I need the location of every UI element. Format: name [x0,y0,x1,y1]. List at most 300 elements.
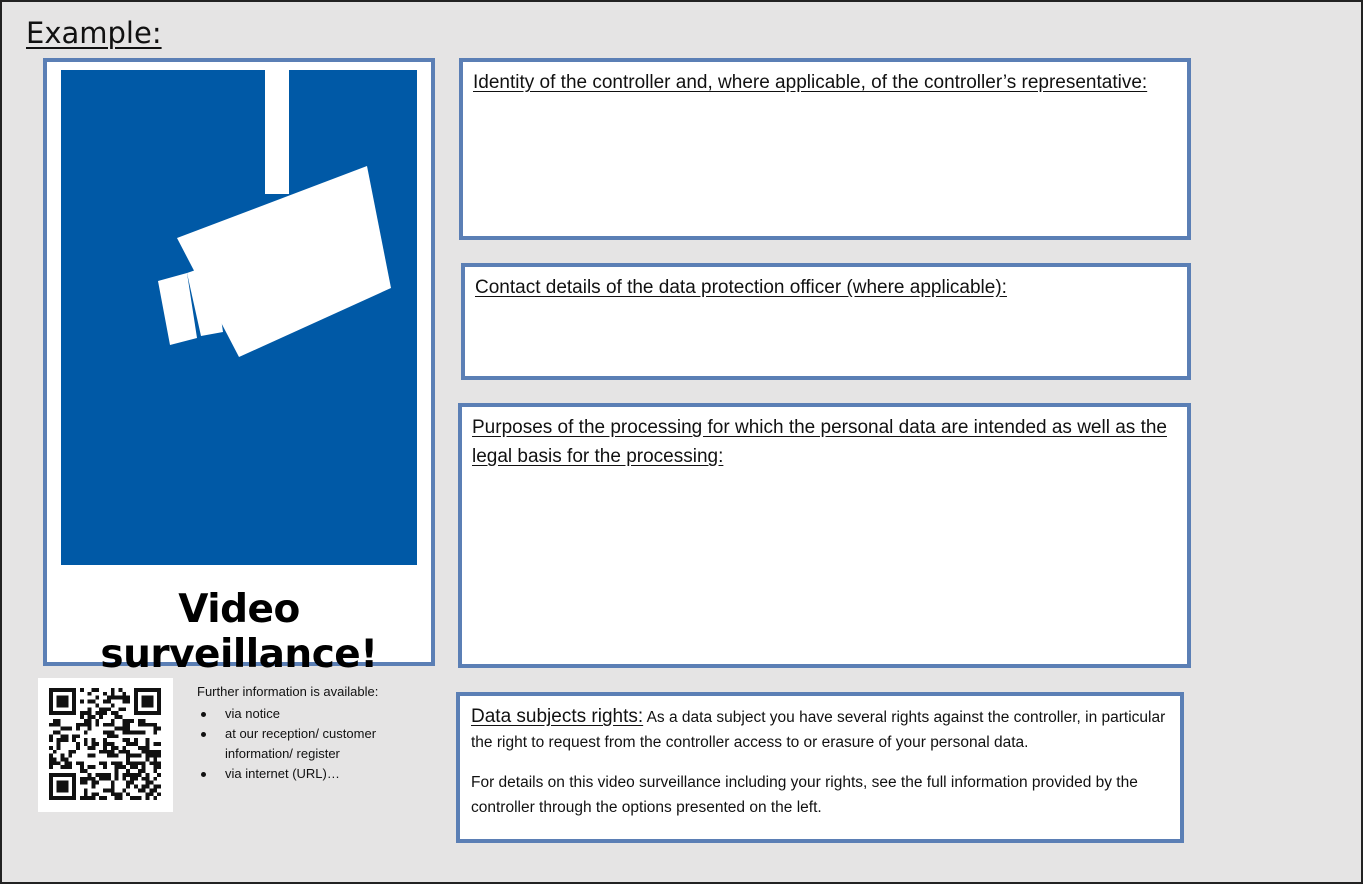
qr-module [91,785,95,789]
qr-module [80,723,84,727]
qr-module [142,777,146,781]
qr-module [91,700,95,704]
qr-module [107,754,111,758]
qr-module [122,707,126,711]
qr-module [111,781,115,785]
qr-module [149,688,153,692]
qr-module [95,703,99,707]
qr-module [122,746,126,750]
qr-module [49,696,53,700]
qr-module [142,761,146,765]
qr-module [111,734,115,738]
qr-module [157,750,161,754]
qr-module [115,792,119,796]
qr-module [130,781,134,785]
qr-module [153,754,157,758]
qr-module [53,761,57,765]
further-info-item-reception: at our reception/ customer information/ register [225,724,437,764]
qr-module [103,777,107,781]
qr-module [91,765,95,769]
qr-module [84,738,88,742]
qr-module [99,707,103,711]
qr-module [84,792,88,796]
qr-module [122,719,126,723]
qr-module [146,773,150,777]
qr-module [111,792,115,796]
qr-module [57,688,61,692]
qr-module [138,773,142,777]
qr-module [134,700,138,704]
qr-module [146,746,150,750]
qr-module [103,700,107,704]
qr-module [61,758,65,762]
rights-heading: Data subjects rights: [471,706,644,727]
qr-module [53,711,57,715]
qr-module [68,773,72,777]
qr-module [146,742,150,746]
dpo-contact-title: Contact details of the data protection officer (where applicable): [475,277,1007,298]
qr-module [130,742,134,746]
qr-module [61,703,65,707]
qr-module [80,700,84,704]
qr-module [138,788,142,792]
qr-module [142,785,146,789]
dpo-contact-field [461,263,1191,380]
qr-module [153,711,157,715]
qr-module [76,742,80,746]
qr-module [53,688,57,692]
qr-module [115,765,119,769]
qr-module [61,765,65,769]
qr-module [95,688,99,692]
qr-module [95,742,99,746]
qr-module [49,761,53,765]
qr-module [146,777,150,781]
qr-module [64,734,68,738]
qr-module [61,796,65,800]
qr-code[interactable] [38,678,173,812]
qr-module [149,750,153,754]
qr-module [153,723,157,727]
processing-purposes-field [458,403,1191,668]
qr-module [68,727,72,731]
qr-module [53,758,57,762]
qr-module [88,692,92,696]
qr-module [146,738,150,742]
qr-module [134,707,138,711]
qr-module [134,711,138,715]
qr-module [126,754,130,758]
qr-module [95,792,99,796]
qr-module [157,700,161,704]
qr-module [84,742,88,746]
qr-module [157,703,161,707]
qr-module [61,688,65,692]
qr-module [84,788,88,792]
qr-module [80,761,84,765]
qr-module [134,703,138,707]
sign-pictogram [61,70,417,565]
qr-module [53,719,57,723]
qr-module [99,773,103,777]
qr-module [91,792,95,796]
qr-module [80,688,84,692]
qr-module [103,773,107,777]
qr-module [64,711,68,715]
qr-module [49,781,53,785]
qr-module [68,688,72,692]
qr-module [49,746,53,750]
qr-module [119,727,123,731]
qr-module [149,788,153,792]
qr-module [119,688,123,692]
qr-module [61,785,65,789]
qr-module [95,781,99,785]
qr-module [111,742,115,746]
qr-module [134,692,138,696]
qr-module [142,746,146,750]
qr-module [99,761,103,765]
qr-module [142,719,146,723]
qr-module [157,707,161,711]
qr-module [157,754,161,758]
further-info-list [197,704,437,784]
qr-module [126,773,130,777]
qr-module [146,700,150,704]
sign-caption: Video surveillance! [100,587,378,677]
rights-text-1: As a data subject you have several rights against the controller, in particular the right to request from the controller access to or erasure of your personal data. [471,709,1166,751]
qr-module [57,742,61,746]
qr-module [157,761,161,765]
qr-module [76,727,80,731]
qr-module [57,785,61,789]
qr-code-icon [49,688,161,800]
qr-module [111,788,115,792]
qr-module [115,734,119,738]
qr-module [61,773,65,777]
qr-module [126,769,130,773]
qr-module [138,719,142,723]
qr-module [153,730,157,734]
qr-module [119,792,123,796]
qr-module [107,723,111,727]
qr-module [119,796,123,800]
qr-module [130,730,134,734]
qr-module [142,688,146,692]
qr-module [61,788,65,792]
qr-module [153,742,157,746]
qr-module [49,711,53,715]
qr-module [146,754,150,758]
qr-module [99,711,103,715]
qr-module [57,711,61,715]
qr-module [57,796,61,800]
qr-module [88,707,92,711]
qr-module [130,773,134,777]
qr-module [134,730,138,734]
qr-module [49,703,53,707]
qr-module [115,711,119,715]
qr-module [142,788,146,792]
qr-module [103,711,107,715]
qr-module [126,696,130,700]
qr-module [88,777,92,781]
qr-module [134,777,138,781]
qr-module [49,796,53,800]
qr-module [72,788,76,792]
qr-module [103,746,107,750]
qr-module [84,711,88,715]
qr-module [111,761,115,765]
qr-module [103,692,107,696]
qr-module [103,742,107,746]
qr-module [84,796,88,800]
qr-module [95,773,99,777]
qr-module [138,730,142,734]
qr-module [64,727,68,731]
qr-module [49,723,53,727]
rights-text [471,704,1166,835]
qr-module [134,738,138,742]
qr-module [91,781,95,785]
qr-module [130,754,134,758]
qr-module [138,796,142,800]
qr-module [122,738,126,742]
qr-module [72,792,76,796]
qr-module [91,746,95,750]
qr-module [142,703,146,707]
qr-module [49,785,53,789]
qr-module [134,688,138,692]
qr-module [61,754,65,758]
qr-module [53,796,57,800]
qr-module [91,742,95,746]
qr-module [72,692,76,696]
qr-module [138,723,142,727]
qr-module [72,785,76,789]
qr-module [119,765,123,769]
qr-module [107,734,111,738]
qr-module [134,796,138,800]
qr-module [107,788,111,792]
qr-module [157,727,161,731]
qr-module [103,788,107,792]
qr-module [157,785,161,789]
further-info-heading: Further information is available: [197,684,379,699]
qr-module [115,715,119,719]
qr-module [49,688,53,692]
qr-module [72,711,76,715]
qr-module [57,700,61,704]
qr-module [153,769,157,773]
qr-module [126,719,130,723]
qr-module [149,700,153,704]
processing-purposes-title: Purposes of the processing for which the personal data are intended as well as the legal basis for the processing: [472,417,1167,467]
qr-module [126,785,130,789]
qr-module [49,754,53,758]
qr-module [111,754,115,758]
qr-module [111,730,115,734]
qr-module [57,781,61,785]
qr-module [149,792,153,796]
qr-module [126,781,130,785]
qr-module [88,765,92,769]
qr-module [122,692,126,696]
qr-module [72,738,76,742]
qr-module [138,761,142,765]
qr-module [72,777,76,781]
qr-module [80,769,84,773]
qr-module [142,769,146,773]
qr-module [107,700,111,704]
qr-module [134,754,138,758]
qr-module [153,750,157,754]
qr-module [130,796,134,800]
qr-module [88,719,92,723]
qr-module [149,754,153,758]
qr-module [49,792,53,796]
qr-module [153,727,157,731]
qr-module [122,750,126,754]
qr-module [99,750,103,754]
qr-module [61,738,65,742]
qr-module [49,700,53,704]
qr-module [72,700,76,704]
qr-module [103,738,107,742]
qr-module [53,750,57,754]
qr-module [84,723,88,727]
qr-module [72,796,76,800]
qr-module [111,711,115,715]
qr-module [99,715,103,719]
qr-module [146,796,150,800]
controller-identity-title: Identity of the controller and, where applicable, of the controller’s representative: [473,72,1148,93]
qr-module [88,711,92,715]
qr-module [68,761,72,765]
qr-module [57,746,61,750]
qr-module [61,700,65,704]
qr-module [88,700,92,704]
qr-module [53,723,57,727]
qr-module [142,730,146,734]
qr-module [111,750,115,754]
qr-module [76,734,80,738]
qr-module [84,719,88,723]
qr-module [95,719,99,723]
qr-module [91,715,95,719]
qr-module [157,711,161,715]
qr-module [64,781,68,785]
qr-module [153,788,157,792]
qr-module [49,707,53,711]
qr-module [146,723,150,727]
qr-module [157,792,161,796]
qr-module [119,750,123,754]
qr-module [153,785,157,789]
qr-module [103,723,107,727]
qr-module [49,777,53,781]
qr-module [64,796,68,800]
qr-module [149,781,153,785]
qr-module [115,696,119,700]
qr-module [64,738,68,742]
qr-module [157,742,161,746]
qr-module [80,715,84,719]
qr-module [138,711,142,715]
qr-module [122,773,126,777]
qr-module [72,696,76,700]
qr-module [142,700,146,704]
qr-module [126,727,130,731]
qr-module [149,711,153,715]
qr-module [57,719,61,723]
qr-module [157,692,161,696]
qr-module [142,765,146,769]
qr-module [68,750,72,754]
qr-module [49,692,53,696]
qr-module [95,723,99,727]
qr-module [119,707,123,711]
qr-module [130,777,134,781]
qr-module [142,711,146,715]
qr-module [146,711,150,715]
qr-module [153,765,157,769]
further-info-item-url: via internet (URL)… [225,764,437,784]
qr-module [91,796,95,800]
qr-module [134,765,138,769]
qr-module [138,688,142,692]
qr-module [138,754,142,758]
qr-module [122,696,126,700]
qr-module [64,700,68,704]
qr-module [122,727,126,731]
qr-module [84,781,88,785]
qr-module [149,696,153,700]
qr-module [153,777,157,781]
qr-module [122,765,126,769]
qr-module [122,723,126,727]
qr-module [115,769,119,773]
qr-module [88,727,92,731]
qr-module [115,777,119,781]
qr-module [107,730,111,734]
qr-module [146,781,150,785]
qr-module [126,742,130,746]
qr-module [149,723,153,727]
qr-module [57,761,61,765]
qr-module [153,758,157,762]
qr-module [49,788,53,792]
qr-module [76,746,80,750]
qr-module [72,734,76,738]
qr-module [84,769,88,773]
qr-module [126,792,130,796]
qr-module [57,703,61,707]
qr-module [134,773,138,777]
qr-module [153,761,157,765]
qr-module [115,796,119,800]
qr-module [115,746,119,750]
qr-module [80,781,84,785]
qr-module [103,765,107,769]
qr-module [111,696,115,700]
qr-module [111,688,115,692]
qr-module [68,711,72,715]
qr-module [126,700,130,704]
qr-module [80,765,84,769]
qr-module [88,773,92,777]
qr-module [91,688,95,692]
